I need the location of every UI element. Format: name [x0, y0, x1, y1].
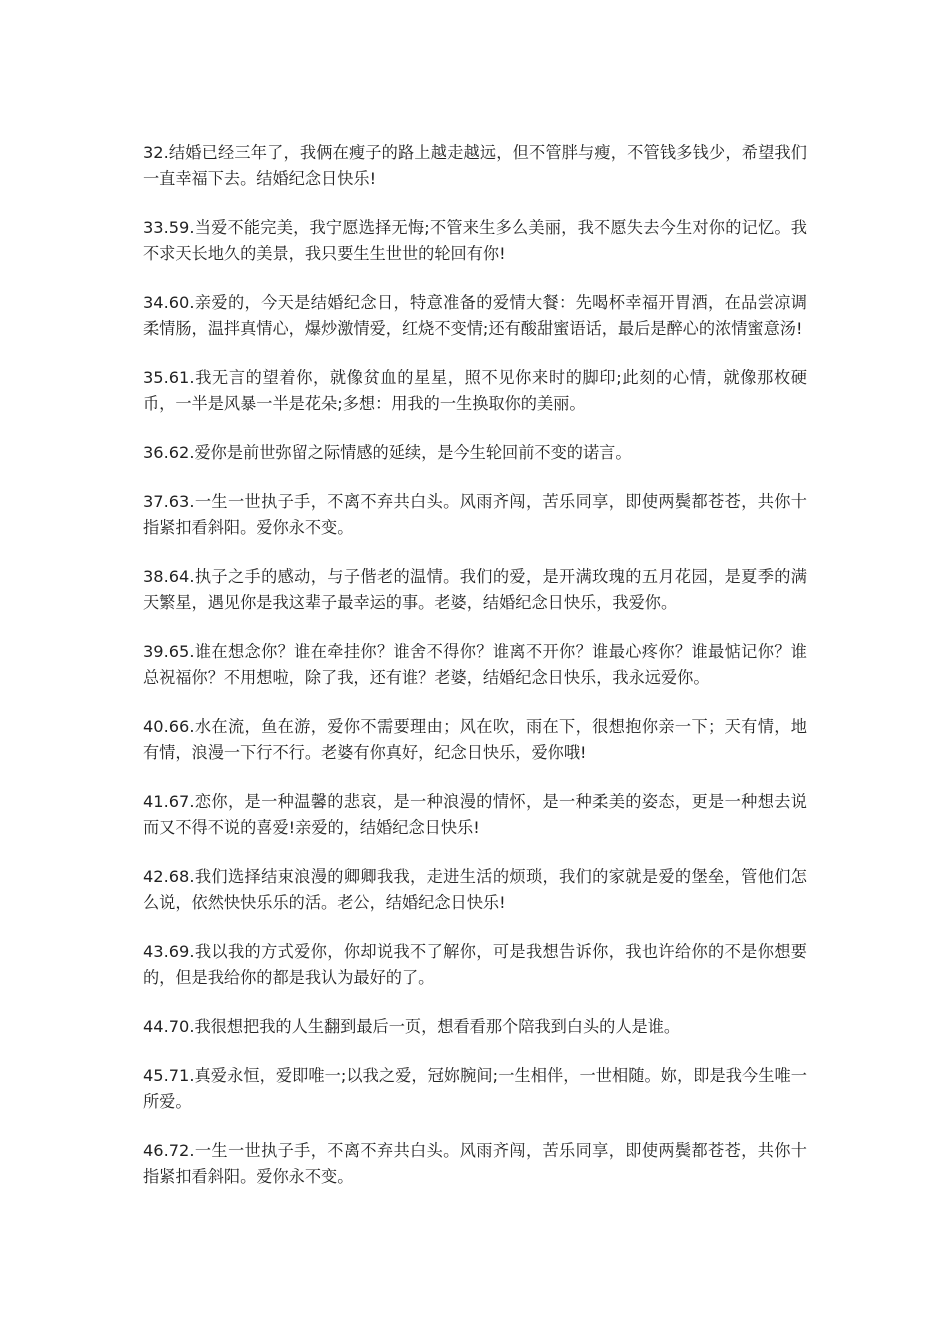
paragraph-42: 42.68.我们选择结束浪漫的卿卿我我，走进生活的烦琐，我们的家就是爱的堡垒，管他们怎么说，依然快快乐乐的活。老公，结婚纪念日快乐!	[143, 867, 807, 912]
paragraph-41: 41.67.恋你，是一种温馨的悲哀，是一种浪漫的情怀，是一种柔美的姿态，更是一种想去说而又不得不说的喜爱!亲爱的，结婚纪念日快乐!	[143, 792, 807, 837]
paragraph-46: 46.72.一生一世执子手，不离不弃共白头。风雨齐闯，苦乐同享，即使两鬓都苍苍，共你十指紧扣看斜阳。爱你永不变。	[143, 1141, 807, 1186]
paragraph-36: 36.62.爱你是前世弥留之际情感的延续，是今生轮回前不变的诺言。	[143, 443, 632, 462]
paragraph-32: 32.结婚已经三年了，我俩在瘦子的路上越走越远，但不管胖与瘦，不管钱多钱少，希望我们一直幸福下去。结婚纪念日快乐!	[143, 143, 807, 188]
document-body	[143, 140, 807, 1213]
paragraph-38: 38.64.执子之手的感动，与子偕老的温情。我们的爱，是开满玫瑰的五月花园，是夏季的满天繁星，遇见你是我这辈子最幸运的事。老婆，结婚纪念日快乐，我爱你。	[143, 567, 807, 612]
paragraph-37: 37.63.一生一世执子手，不离不弃共白头。风雨齐闯，苦乐同享，即使两鬓都苍苍，共你十指紧扣看斜阳。爱你永不变。	[143, 492, 807, 537]
paragraph-45: 45.71.真爱永恒，爱即唯一;以我之爱，冠妳腕间;一生相伴，一世相随。妳，即是我今生唯一所爱。	[143, 1066, 807, 1111]
paragraph-34: 34.60.亲爱的，今天是结婚纪念日，特意准备的爱情大餐：先喝杯幸福开胃酒，在品尝凉调柔情肠，温拌真情心，爆炒激情爱，红烧不变情;还有酸甜蜜语话，最后是醉心的浓情蜜意汤!	[143, 293, 807, 338]
paragraph-40: 40.66.水在流，鱼在游，爱你不需要理由；风在吹，雨在下，很想抱你亲一下；天有情，地有情，浪漫一下行不行。老婆有你真好，纪念日快乐，爱你哦!	[143, 717, 807, 762]
paragraph-43: 43.69.我以我的方式爱你，你却说我不了解你，可是我想告诉你，我也许给你的不是你想要的，但是我给你的都是我认为最好的了。	[143, 942, 807, 987]
paragraph-35: 35.61.我无言的望着你，就像贫血的星星，照不见你来时的脚印;此刻的心情，就像那枚硬币，一半是风暴一半是花朵;多想：用我的一生换取你的美丽。	[143, 368, 807, 413]
paragraph-44: 44.70.我很想把我的人生翻到最后一页，想看看那个陪我到白头的人是谁。	[143, 1017, 681, 1036]
paragraph-39: 39.65.谁在想念你？谁在牵挂你？谁舍不得你？谁离不开你？谁最心疼你？谁最惦记你？谁总祝福你？不用想啦，除了我，还有谁？老婆，结婚纪念日快乐，我永远爱你。	[143, 642, 807, 687]
paragraph-33: 33.59.当爱不能完美，我宁愿选择无悔;不管来生多么美丽，我不愿失去今生对你的记忆。我不求天长地久的美景，我只要生生世世的轮回有你!	[143, 218, 807, 263]
